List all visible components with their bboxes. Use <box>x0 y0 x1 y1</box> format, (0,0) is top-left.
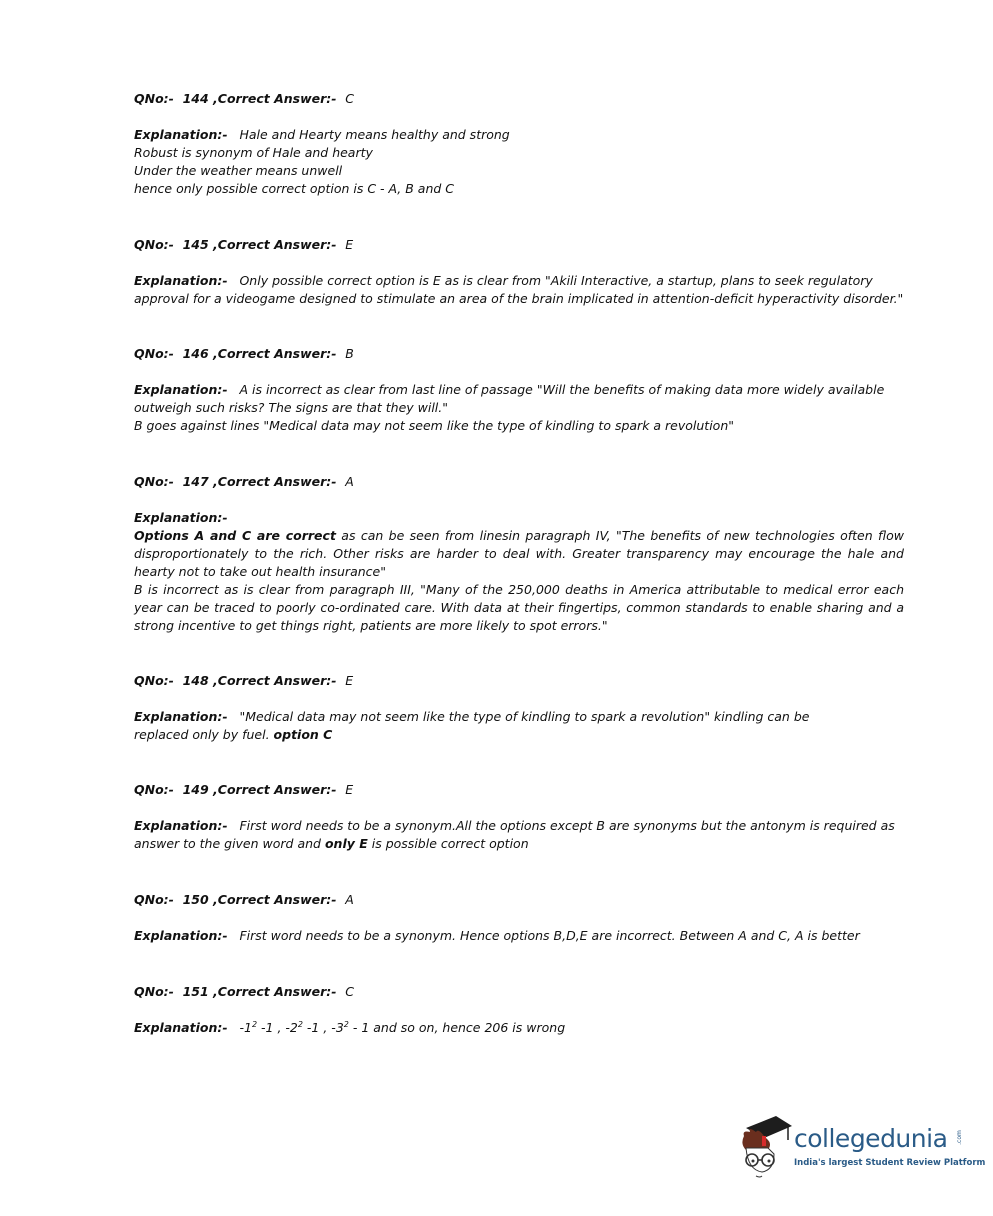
qno-label: QNo:- <box>134 346 174 361</box>
question-header <box>134 891 860 909</box>
explanation-line: Robust is synonym of Hale and hearty <box>134 145 373 160</box>
correct-answer-value: E <box>345 237 354 252</box>
question-block-150 <box>134 891 860 945</box>
explanation-emphasis: only E <box>324 836 368 851</box>
explanation-text: B is incorrect as is clear from paragraph III, "Many of the 250,000 deaths in America attributable to medical error each year can be traced to poorly co-ordinated care. With data at their fingertips, common standards to enable sharing and a strong incentive to get things right, patients are more likely to spot errors." <box>134 582 904 633</box>
question-block-151 <box>134 983 565 1037</box>
logo-tagline: India's largest Student Review Platform <box>794 1158 986 1168</box>
question-number: 150 <box>182 892 209 907</box>
explanation-text: First word needs to be a synonym.All the options except B are synonyms but the antonym is required as answer to the given word and <box>134 818 895 851</box>
correct-answer-value: A <box>345 892 354 907</box>
correct-answer-label: ,Correct Answer:- <box>213 782 337 797</box>
explanation-label: Explanation:- <box>134 382 228 397</box>
correct-answer-label: ,Correct Answer:- <box>213 892 337 907</box>
correct-answer-label: ,Correct Answer:- <box>213 984 337 999</box>
explanation-text: "Medical data may not seem like the type of kindling to spark a revolution" kindling can be replaced only by fuel. <box>134 709 810 742</box>
correct-answer-label: ,Correct Answer:- <box>213 237 337 252</box>
correct-answer-value: B <box>345 346 354 361</box>
explanation <box>134 381 904 435</box>
logo-wordmark: collegedunia <box>794 1124 948 1153</box>
mascot-icon <box>738 1110 794 1180</box>
qno-label: QNo:- <box>134 91 174 106</box>
explanation <box>134 509 904 635</box>
explanation-line: hence only possible correct option is C - A, B and C <box>134 181 455 196</box>
correct-answer-value: E <box>345 673 354 688</box>
explanation-text: is possible correct option <box>371 836 529 851</box>
qno-label: QNo:- <box>134 782 174 797</box>
question-header <box>134 345 904 363</box>
explanation-text: as can be seen from linesin paragraph IV, "The benefits of new technologies often flow disproportionately to the rich. Other risks are harder to deal with. Greater transparency may encourage the hale and hearty not to take out health insurance" <box>134 528 904 579</box>
explanation-label: Explanation:- <box>134 510 228 525</box>
question-number: 148 <box>182 673 209 688</box>
question-block-148 <box>134 672 904 744</box>
explanation-line: Under the weather means unwell <box>134 163 343 178</box>
explanation-text: A is incorrect as clear from last line of passage "Will the benefits of making data more widely available outweigh such risks? The signs are that they will." <box>134 382 885 415</box>
explanation <box>134 126 510 198</box>
explanation <box>134 272 904 308</box>
correct-answer-label: ,Correct Answer:- <box>213 474 337 489</box>
question-header <box>134 781 904 799</box>
explanation-label: Explanation:- <box>134 127 228 142</box>
correct-answer-value: E <box>345 782 354 797</box>
question-block-146 <box>134 345 904 435</box>
explanation <box>134 1019 565 1037</box>
question-number: 151 <box>182 984 209 999</box>
explanation-label: Explanation:- <box>134 928 228 943</box>
question-header <box>134 672 904 690</box>
question-block-147 <box>134 473 904 635</box>
explanation <box>134 817 904 853</box>
correct-answer-label: ,Correct Answer:- <box>213 91 337 106</box>
qno-label: QNo:- <box>134 892 174 907</box>
explanation-text: B goes against lines "Medical data may not seem like the type of kindling to spark a revolution" <box>134 418 734 433</box>
explanation-line: Hale and Hearty means healthy and strong <box>239 127 510 142</box>
explanation-text: First word needs to be a synonym. Hence options B,D,E are incorrect. Between A and C, A is better <box>239 928 860 943</box>
qno-label: QNo:- <box>134 474 174 489</box>
question-header <box>134 983 565 1001</box>
explanation-label: Explanation:- <box>134 709 228 724</box>
explanation-label: Explanation:- <box>134 1020 228 1035</box>
question-block-149 <box>134 781 904 853</box>
question-header <box>134 90 510 108</box>
explanation-label: Explanation:- <box>134 273 228 288</box>
collegedunia-logo <box>738 1110 986 1180</box>
correct-answer-label: ,Correct Answer:- <box>213 346 337 361</box>
correct-answer-value: A <box>345 474 354 489</box>
explanation-text: $-1^2$ -1 , $-2^2$ -1 , $-3^2 - 1$ and so on, hence 206 is wrong <box>239 1019 566 1035</box>
correct-answer-label: ,Correct Answer:- <box>213 673 337 688</box>
explanation-emphasis: Options A and C are correct <box>134 528 336 543</box>
question-block-144 <box>134 90 510 198</box>
qno-label: QNo:- <box>134 673 174 688</box>
correct-answer-value: C <box>345 91 354 106</box>
question-block-145 <box>134 236 904 308</box>
logo-com: .com <box>955 1130 963 1145</box>
question-number: 147 <box>182 474 209 489</box>
qno-label: QNo:- <box>134 984 174 999</box>
explanation-label: Explanation:- <box>134 818 228 833</box>
question-number: 149 <box>182 782 209 797</box>
question-header <box>134 473 904 491</box>
explanation <box>134 708 904 744</box>
explanation <box>134 927 860 945</box>
question-number: 146 <box>182 346 209 361</box>
explanation-emphasis: option C <box>273 727 333 742</box>
correct-answer-value: C <box>345 984 354 999</box>
question-number: 144 <box>182 91 209 106</box>
explanation-text: Only possible correct option is E as is clear from "Akili Interactive, a startup, plans to seek regulatory approval for a videogame designed to stimulate an area of the brain implicated in attention-deficit hyperactivity disorder." <box>134 273 904 306</box>
question-number: 145 <box>182 237 209 252</box>
question-header <box>134 236 904 254</box>
qno-label: QNo:- <box>134 237 174 252</box>
